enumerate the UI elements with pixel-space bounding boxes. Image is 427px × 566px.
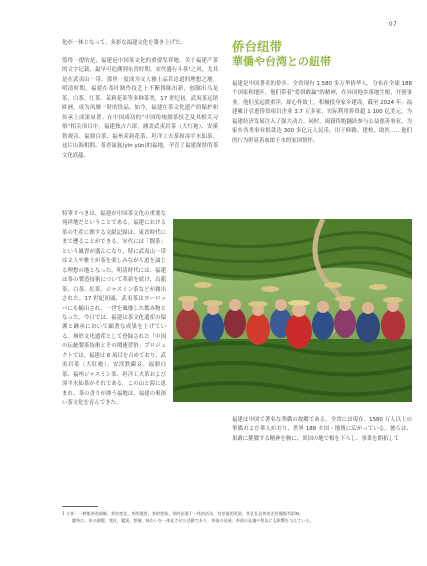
footnote [62,510,412,524]
footnote-divider [62,506,98,507]
section-heading-japanese: 華僑や台湾との紐帯 [232,55,331,68]
right-paragraph-chinese-overseas: 福建是中国著名的侨乡。全省现有 1 580 多万华侨华人，分布在全球 188 个国家和地区。他们带着“爱拼敢赢”的精神，在异国他乡落地生根，开创事业。他们虽远渡重洋，却心怀故土，积极投身家乡建设。截至 2024 年，福建累计引进侨资项目企业 3.7 万多家，实际利用侨资超 1 100 亿美元，为福建经济发展注入了强大动力。同时，闽籍侨胞踊跃参与公益慈善事业，为家乡各类事业捐款达 300 多亿元人民币，用于修路、建校、助医……他们的行为彰显着血浓于水的家国情怀。 [232,81,412,144]
footnote-japanese: 闘茶は、茶の調製、変化、鑑賞、想像、味わいを一体化させた活動であり、茶器の発展、茶道の礼儀や普及にも影響を与えている。 [72,518,314,523]
left-paragraph-japanese-tea: 特筆すべきは、福建が中国茶文化の重要な発祥地だということである。福建における茶の生産に関する文献記録は、東晋時代にまで遡ることができる。宋代には「闘茶」という風習が盛んになり、特に武夷山一帯は文人や雅士が茶を楽しみながら道を論じる理想の地となった。明清時代には、福建は茶の製造技術について革新を続け、烏龍茶、白茶、紅茶、ジャスミン茶などが創出された。17 世紀初頭、武夷茶はヨーロッパにも輸出され、一世を風靡した飲み物となった。今日では、福建は茶文化遺産の保護と継承において顕著な成果を上げている。無形文化遺産として登録された「中国の伝統製茶技術とその関連習俗」プロジェクトでは、福建は 6 項目を占めており、武夷岩茶（大紅袍）、安渓鉄観音、福鼎白茶、福州ジャスミン茶、坦洋工夫茶および漳平水仙茶がそれである。この山と海に恵まれ、茶の香りが漂う福地は、福建の奥深い茶文化を育んできた。 [62,211,166,407]
right-paragraph-japanese-overseas: 福建は中国で著名な華僑の故郷である。全省には現在、1580 万人以上の華僑および華人がおり、世界 188 カ国・地域に広がっている。彼らは、果敢に挑戦する精神を胸に、異国の地で根を下ろし、事業を開拓して [232,417,412,442]
footnote-chinese: 1 斗茶：一种集茶的调制、茶的变化、茶的鉴赏、茶的想象、茶的品鉴于一体的活动，对茶器的发展、茶艺礼仪和茶艺传播都有影响。 [62,511,304,516]
left-paragraph-chinese-tea: 值得一提的是，福建是中国茶文化的重要发祥地。关于福建产茶的文字记载，最早可追溯到东晋时期。宋代盛行斗茶¹之风，尤其是在武夷山一带，那里一度成为文人雅士品茗论道的理想之地。明清时期，福建在茶叶制作技艺上不断推陈出新，创制出乌龙茶、白茶、红茶、茉莉花茶等多种茶类。17 世纪初，武夷茶远销欧洲，成为风靡一时的饮品。如今，福建在茶文化遗产的保护和传承上成果显著。在中国成功的“中国传统制茶技艺及其相关习俗”相关项目中，福建独占六席，涵盖武夷岩茶（大红袍）、安溪铁观音、福鼎白茶、福州茉莉花茶、坦洋工夫茶和漳平水仙茶。这片山海相拥、茶香氤氲(yīn yūn)的福地，孕育了福建深厚的茶文化底蕴。 [62,58,218,159]
left-paragraph-intro: 化が一体となって、多彩な福建文化を築き上げた。 [62,40,186,46]
tea-farmers-illustration [173,219,412,402]
tea-farmers-photo [173,219,412,402]
section-heading [232,39,412,69]
page-number: 07 [388,21,397,28]
section-heading-chinese: 侨台纽带 [232,39,283,54]
